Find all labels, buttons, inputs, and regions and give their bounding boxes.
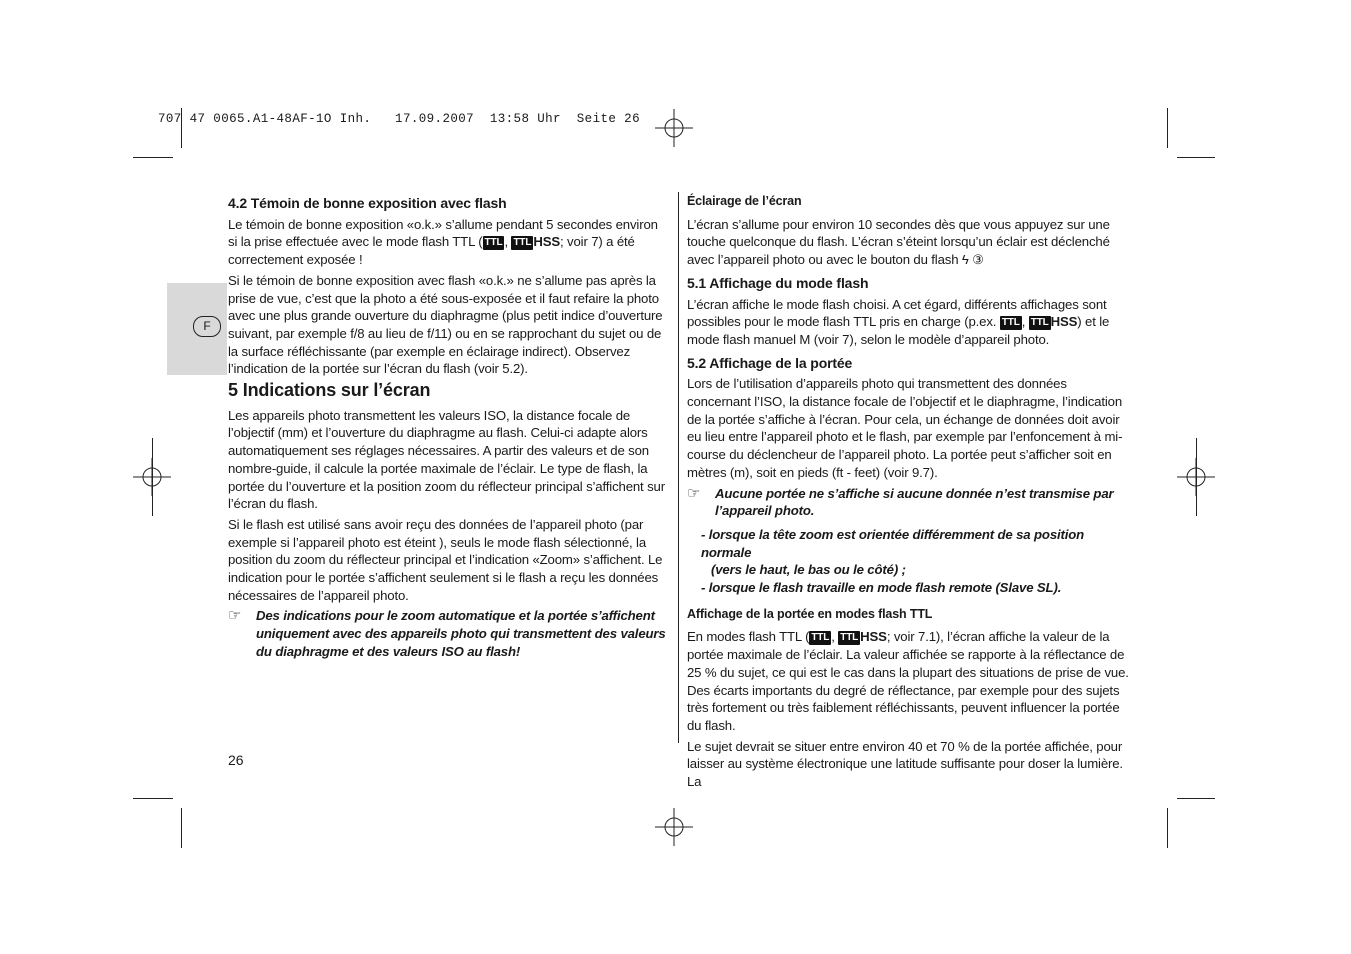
language-tab-letter: F bbox=[193, 316, 221, 337]
hss-label: HSS bbox=[533, 234, 561, 250]
subheading-eclairage: Éclairage de l’écran bbox=[687, 194, 802, 208]
text: ) et le mode flash manuel M (voir 7), selon le modèle d’appareil photo. bbox=[687, 314, 1110, 347]
section-heading-4-2: 4.2 Témoin de bonne exposition avec flash bbox=[228, 195, 507, 211]
list-item: - lorsque le flash travaille en mode flash remote (Slave SL). bbox=[701, 580, 1062, 596]
text: , bbox=[504, 234, 512, 250]
crop-mark bbox=[133, 157, 173, 158]
section-heading-5-2: 5.2 Affichage de la portée bbox=[687, 354, 853, 371]
text: , bbox=[831, 629, 839, 645]
paragraph: Si le témoin de bonne exposition avec flash «o.k.» ne s’allume pas après la prise de vue, c’est que la photo a été sous-exposée et il faut refaire la photo avec une plus grande ouverture du diaphragme (plus petit indice d’ouverture suivant, par exemple f/8 au lieu de f/11) ou en se rapprochant du sujet ou de la surface réfléchissante (par exemple en éclairage indirect). Observez l’indication de la portée sur l’écran du flash (voir 5.2). bbox=[228, 272, 663, 377]
print-slug: 707 47 0065.A1-48AF-1O Inh. 17.09.2007 13:58 Uhr Seite 26 bbox=[158, 112, 640, 126]
left-column bbox=[228, 195, 670, 665]
pointing-hand-icon: ☞ bbox=[687, 484, 701, 502]
language-tab bbox=[167, 283, 227, 375]
note-text: Des indications pour le zoom automatique et la portée s’affichent uniquement avec des appareils photo qui transmettent des valeurs du diaphragme et des valeurs ISO au flash! bbox=[256, 608, 666, 659]
crop-mark bbox=[181, 808, 182, 848]
paragraph bbox=[687, 628, 1132, 734]
registration-mark-icon bbox=[655, 808, 693, 846]
note-text: Aucune portée ne s’affiche si aucune donnée n’est transmise par l’appareil photo. bbox=[715, 485, 1114, 519]
text: L’écran s’allume pour environ 10 secondes dès que vous appuyez sur une touche quelconque du flash. L’écran s’éteint lorsqu’un éclair est déclenché avec l’appareil photo ou avec le bouton du flash bbox=[687, 216, 1110, 268]
crop-mark bbox=[1196, 438, 1197, 516]
note bbox=[687, 485, 1132, 520]
paragraph: Le sujet devrait se situer entre environ 40 et 70 % de la portée affichée, pour laisser au système électronique une latitude suffisante pour doser la lumière. La bbox=[687, 738, 1123, 790]
paragraph bbox=[228, 216, 670, 269]
registration-mark-icon bbox=[655, 109, 693, 147]
condition-list bbox=[687, 526, 1132, 597]
column-divider bbox=[678, 192, 679, 743]
ttl-badge-icon: TTL bbox=[1030, 317, 1049, 329]
ttl-badge-icon: TTL bbox=[513, 237, 532, 249]
text: ; voir 7.1), l’écran affiche la valeur de la portée maximale de l’éclair. La valeur affichée se rapporte à la réflectance de 25 % du sujet, ce qui est le cas dans la plupart des situations de prise de vue. Des écarts importants du degré de réflectance, par exemple pour des sujets très fortement ou très faiblement réfléchissants, peuvent influencer la portée du flash. bbox=[687, 629, 1129, 733]
crop-mark bbox=[1177, 157, 1215, 158]
text: En modes flash TTL ( bbox=[687, 629, 810, 645]
list-item-continuation: (vers le haut, le bas ou le côté) ; bbox=[711, 562, 906, 578]
chapter-heading-5: 5 Indications sur l’écran bbox=[228, 380, 431, 401]
section-heading-5-1: 5.1 Affichage du mode flash bbox=[687, 274, 869, 291]
paragraph: Les appareils photo transmettent les valeurs ISO, la distance focale de l’objectif (mm) et l’ouverture du diaphragme au flash. Celui-ci adapte alors automatiquement ses réglages nécessaires. A partir des valeurs et de son nombre-guide, il calcule la portée maximale de l’éclair. Le type de flash, la portée du l’ouverture et la position zoom du réflecteur principal s’affichent sur l’écran du flash. bbox=[228, 407, 665, 512]
ttl-badge-icon: TTL bbox=[840, 632, 859, 644]
hss-label: HSS bbox=[860, 629, 887, 645]
flash-symbol-icon: ϟ ③ bbox=[961, 252, 984, 268]
subheading-ttl-range: Affichage de la portée en modes flash TTL bbox=[687, 606, 933, 621]
paragraph: Si le flash est utilisé sans avoir reçu des données de l’appareil photo (par exemple si l’appareil photo est éteint ), seuls le mode flash sélectionné, la position du zoom du réflecteur principal et l’indication «Zoom» s’affichent. Le indication pour le portée s’affichent seulement si le flash a reçu les données nécessaires de l’appareil photo. bbox=[228, 516, 663, 603]
page-number: 26 bbox=[228, 752, 244, 768]
text: ; voir 7) a été correctement exposée ! bbox=[228, 234, 635, 268]
ttl-badge-icon: TTL bbox=[811, 632, 830, 644]
crop-mark bbox=[1167, 808, 1168, 848]
note bbox=[228, 607, 670, 660]
crop-mark bbox=[1167, 108, 1168, 148]
crop-mark bbox=[1177, 798, 1215, 799]
pointing-hand-icon: ☞ bbox=[228, 607, 242, 625]
hss-label: HSS bbox=[1050, 314, 1078, 330]
text: L’écran affiche le mode flash choisi. A cet égard, différents affichages sont possibles pour le mode flash TTL pris en charge (p.ex. bbox=[687, 296, 1107, 330]
ttl-badge-icon: TTL bbox=[1001, 317, 1020, 329]
list-item: - lorsque la tête zoom est orientée différemment de sa position normale bbox=[701, 526, 1085, 560]
right-column bbox=[687, 193, 1132, 794]
paragraph bbox=[687, 216, 1132, 269]
text: Le témoin de bonne exposition «o.k.» s’allume pendant 5 secondes environ si la prise effectuée avec le mode flash TTL ( bbox=[228, 216, 658, 250]
paragraph bbox=[687, 296, 1132, 349]
crop-mark bbox=[152, 438, 153, 516]
text: , bbox=[1021, 314, 1029, 330]
paragraph: Lors de l’utilisation d’appareils photo qui transmettent des données concernant l’ISO, la distance focale de l’objectif et le diaphragme, l’indication de la portée s’affiche à l’écran. Pour cela, un échange de données doit avoir eu lieu entre l’appareil photo et le flash, par exemple par l’enfoncement à mi-course du déclencheur de l’appareil photo. La portée peut s’afficher soit en mètres (m), soit en pieds (ft - feet) (voir 9.7). bbox=[687, 376, 1123, 480]
crop-mark bbox=[133, 798, 173, 799]
ttl-badge-icon: TTL bbox=[484, 237, 503, 249]
